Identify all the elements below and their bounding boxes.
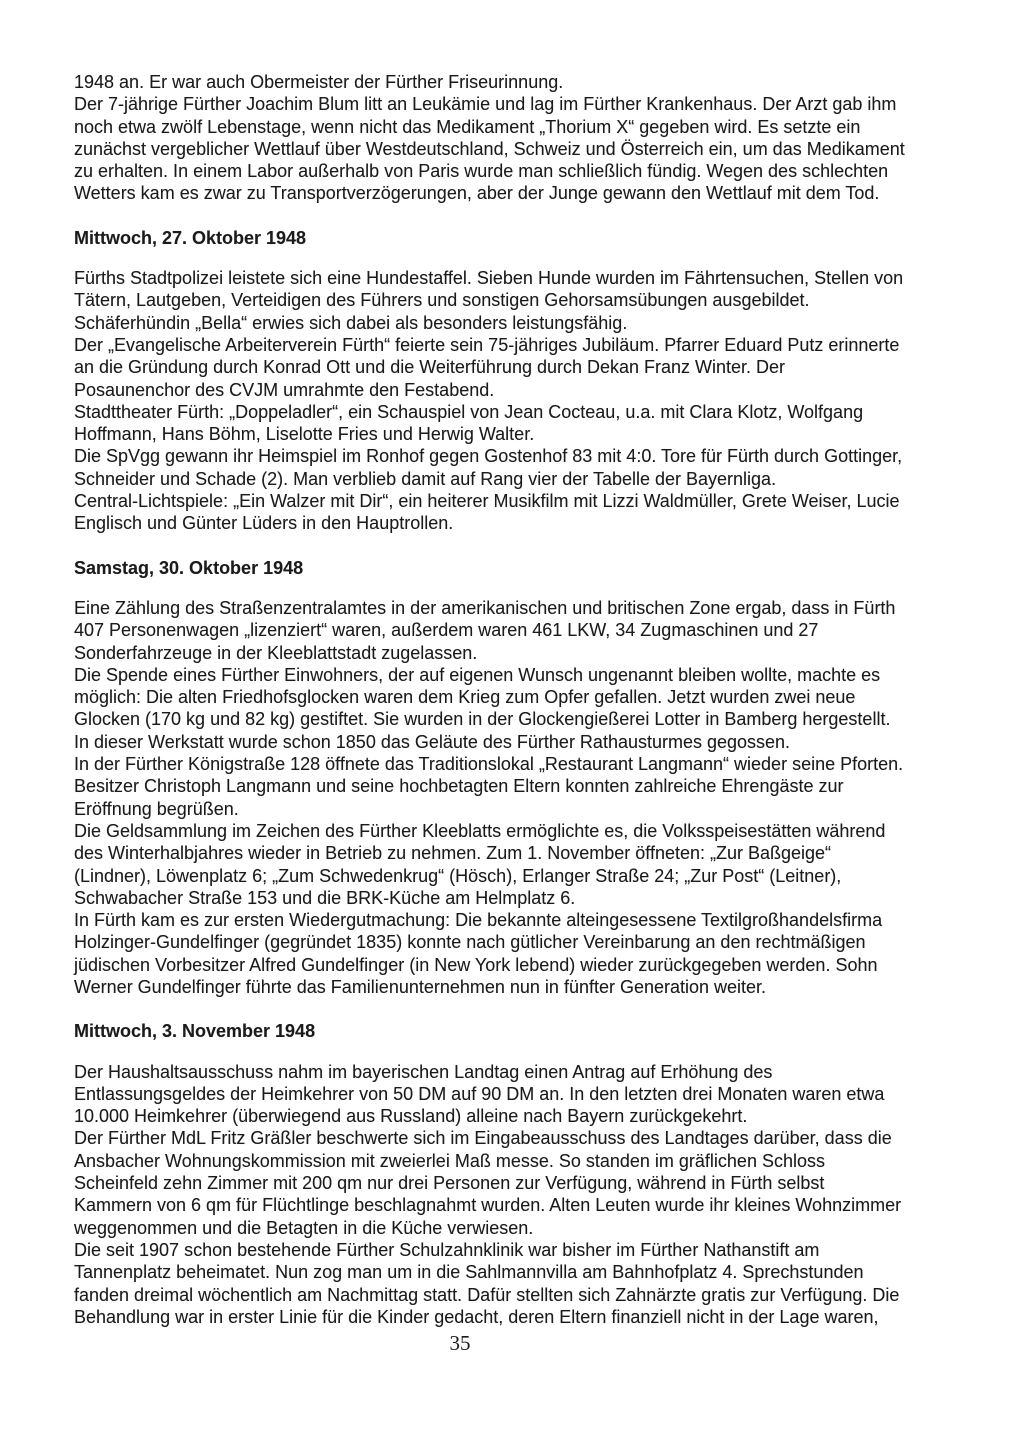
text-line: Schwabacher Straße 153 und die BRK-Küche am Helmplatz 6. (74, 887, 576, 908)
text-line: 10.000 Heimkehrer (überwiegend aus Russland) alleine nach Bayern zurückgekehrt. (74, 1106, 748, 1127)
section-heading: Mittwoch, 27. Oktober 1948 (74, 227, 307, 248)
section-heading: Mittwoch, 3. November 1948 (74, 1021, 316, 1042)
text-line: Hoffmann, Hans Böhm, Liselotte Fries und Herwig Walter. (74, 424, 535, 445)
text-line: Der Haushaltsausschuss nahm im bayerischen Landtag einen Antrag auf Erhöhung des (74, 1061, 773, 1082)
text-line: Englisch und Günter Lüders in den Hauptrollen. (74, 513, 454, 534)
text-line: an die Gründung durch Konrad Ott und die Weiterführung durch Dekan Franz Winter. Der (74, 357, 786, 378)
text-line: In der Fürther Königstraße 128 öffnete das Traditionslokal „Restaurant Langmann“ wieder seine Pforten. (74, 754, 904, 775)
text-line: möglich: Die alten Friedhofsglocken waren dem Krieg zum Opfer gefallen. Jetzt wurden zwei neue (74, 687, 856, 708)
text-line: Die Spende eines Fürther Einwohners, der auf eigenen Wunsch ungenannt bleiben wollte, machte es (74, 664, 881, 685)
section-heading: Samstag, 30. Oktober 1948 (74, 557, 304, 578)
page-number: 35 (449, 1331, 471, 1355)
paragraph (74, 1061, 969, 1329)
text-line: Glocken (170 kg und 82 kg) gestiftet. Sie wurden in der Glockengießerei Lotter in Bamberg hergestellt. (74, 709, 891, 730)
text-line: Kammern von 6 qm für Flüchtlinge beschlagnahmt wurden. Alten Leuten wurde ihr kleines Wohnzimmer (74, 1195, 902, 1216)
text-line: Fürths Stadtpolizei leistete sich eine Hundestaffel. Sieben Hunde wurden im Fährtensuchen, Stellen von (74, 268, 904, 289)
text-line: Schneider und Schade (2). Man verblieb damit auf Rang vier der Tabelle der Bayernliga. (74, 468, 777, 489)
text-line: 1948 an. Er war auch Obermeister der Fürther Friseurinnung. (74, 72, 564, 92)
text-line: Scheinfeld zehn Zimmer mit 200 qm nur drei Personen zur Verfügung, während in Fürth selbst (74, 1173, 825, 1194)
text-line: zunächst vergeblicher Wettlauf über Westdeutschland, Schweiz und Österreich ein, um das Medikament (74, 138, 905, 159)
text-line: Eine Zählung des Straßenzentralamtes in der amerikanischen und britischen Zone ergab, dass in Fürth (74, 597, 896, 618)
text-line: zu erhalten. In einem Labor außerhalb von Paris wurde man schließlich fündig. Wegen des schlechten (74, 161, 889, 182)
paragraph (74, 267, 969, 535)
text-line: Stadttheater Fürth: „Doppeladler“, ein Schauspiel von Jean Cocteau, u.a. mit Clara Klotz, Wolfgang (74, 401, 864, 422)
text-line: Central-Lichtspiele: „Ein Walzer mit Dir“, ein heiterer Musikfilm mit Lizzi Waldmüller, Grete Weiser, Lucie (74, 491, 900, 512)
text-line: jüdischen Vorbesitzer Alfred Gundelfinger (in New York lebend) wieder zurückgegeben werden. Sohn (74, 954, 878, 975)
text-line: Eröffnung begrüßen. (74, 798, 239, 819)
text-line: Schäferhündin „Bella“ erwies sich dabei als besonders leistungsfähig. (74, 312, 628, 333)
text-line: In dieser Werkstatt wurde schon 1850 das Geläute des Fürther Rathausturmes gegossen. (74, 731, 791, 752)
text-line: Wetters kam es zwar zu Transportverzögerungen, aber der Junge gewann den Wettlauf mit dem Tod. (74, 183, 880, 204)
text-line: Tannenplatz beheimatet. Nun zog man um in die Sahlmannvilla am Bahnhofplatz 4. Sprechstunden (74, 1262, 864, 1283)
text-line: Die seit 1907 schon bestehende Fürther Schulzahnklinik war bisher im Fürther Nathanstift am (74, 1239, 820, 1260)
text-line: Holzinger-Gundelfinger (gegründet 1835) konnte nach gütlicher Vereinbarung an den rechtmäßigen (74, 932, 866, 953)
text-line: fanden dreimal wöchentlich am Nachmittag statt. Dafür stellten sich Zahnärzte gratis zur Verfügung. Die (74, 1284, 900, 1305)
text-line: Posaunenchor des CVJM umrahmte den Festabend. (74, 379, 495, 400)
text-line: noch etwa zwölf Lebenstage, wenn nicht das Medikament „Thorium X“ gegeben wird. Es setzte ein (74, 116, 861, 137)
text-line: Werner Gundelfinger führte das Familienunternehmen nun in fünfter Generation weiter. (74, 976, 767, 997)
paragraph (74, 71, 969, 205)
text-line: Die Geldsammlung im Zeichen des Fürther Kleeblatts ermöglichte es, die Volksspeisestätten während (74, 820, 886, 841)
text-line: Behandlung war in erster Linie für die Kinder gedacht, deren Eltern finanziell nicht in der Lage waren, (74, 1306, 879, 1327)
text-line: Ansbacher Wohnungskommission mit zweierlei Maß messe. So standen im gräflichen Schloss (74, 1150, 825, 1171)
document-text (74, 71, 969, 1328)
text-line: Der Fürther MdL Fritz Gräßler beschwerte sich im Eingabeausschuss des Landtages darüber, dass die (74, 1128, 892, 1149)
text-line: Besitzer Christoph Langmann und seine hochbetagten Eltern konnten zahlreiche Ehrengäste zur (74, 776, 844, 797)
text-line: Der 7-jährige Fürther Joachim Blum litt an Leukämie und lag im Fürther Krankenhaus. Der Arzt gab ihm (74, 94, 897, 115)
text-line: Entlassungsgeldes der Heimkehrer von 50 DM auf 90 DM an. In den letzten drei Monaten waren etwa (74, 1083, 885, 1104)
text-line: In Fürth kam es zur ersten Wiedergutmachung: Die bekannte alteingesessene Textilgroßhandelsfirma (74, 910, 883, 931)
text-line: (Lindner), Löwenplatz 6; „Zum Schwedenkrug“ (Hösch), Erlanger Straße 24; „Zur Post“ (Leitner), (74, 865, 842, 886)
text-line: des Winterhalbjahres wieder in Betrieb zu nehmen. Zum 1. November öffneten: „Zur Baßgeige“ (74, 843, 832, 864)
text-line: 407 Personenwagen „lizenziert“ waren, außerdem waren 461 LKW, 34 Zugmaschinen und 27 (74, 620, 819, 641)
text-line: Die SpVgg gewann ihr Heimspiel im Ronhof gegen Gostenhof 83 mit 4:0. Tore für Fürth durch Gottinger, (74, 446, 903, 467)
text-line: Sonderfahrzeuge in der Kleeblattstadt zugelassen. (74, 642, 478, 663)
text-line: Der „Evangelische Arbeiterverein Fürth“ feierte sein 75-jähriges Jubiläum. Pfarrer Eduard Putz erinnerte (74, 334, 900, 355)
text-line: Tätern, Lautgeben, Verteidigen des Führers und sonstigen Gehorsamsübungen ausgebildet. (74, 290, 810, 311)
paragraph (74, 597, 969, 998)
text-line: weggenommen und die Betagten in die Küche verwiesen. (74, 1217, 534, 1238)
